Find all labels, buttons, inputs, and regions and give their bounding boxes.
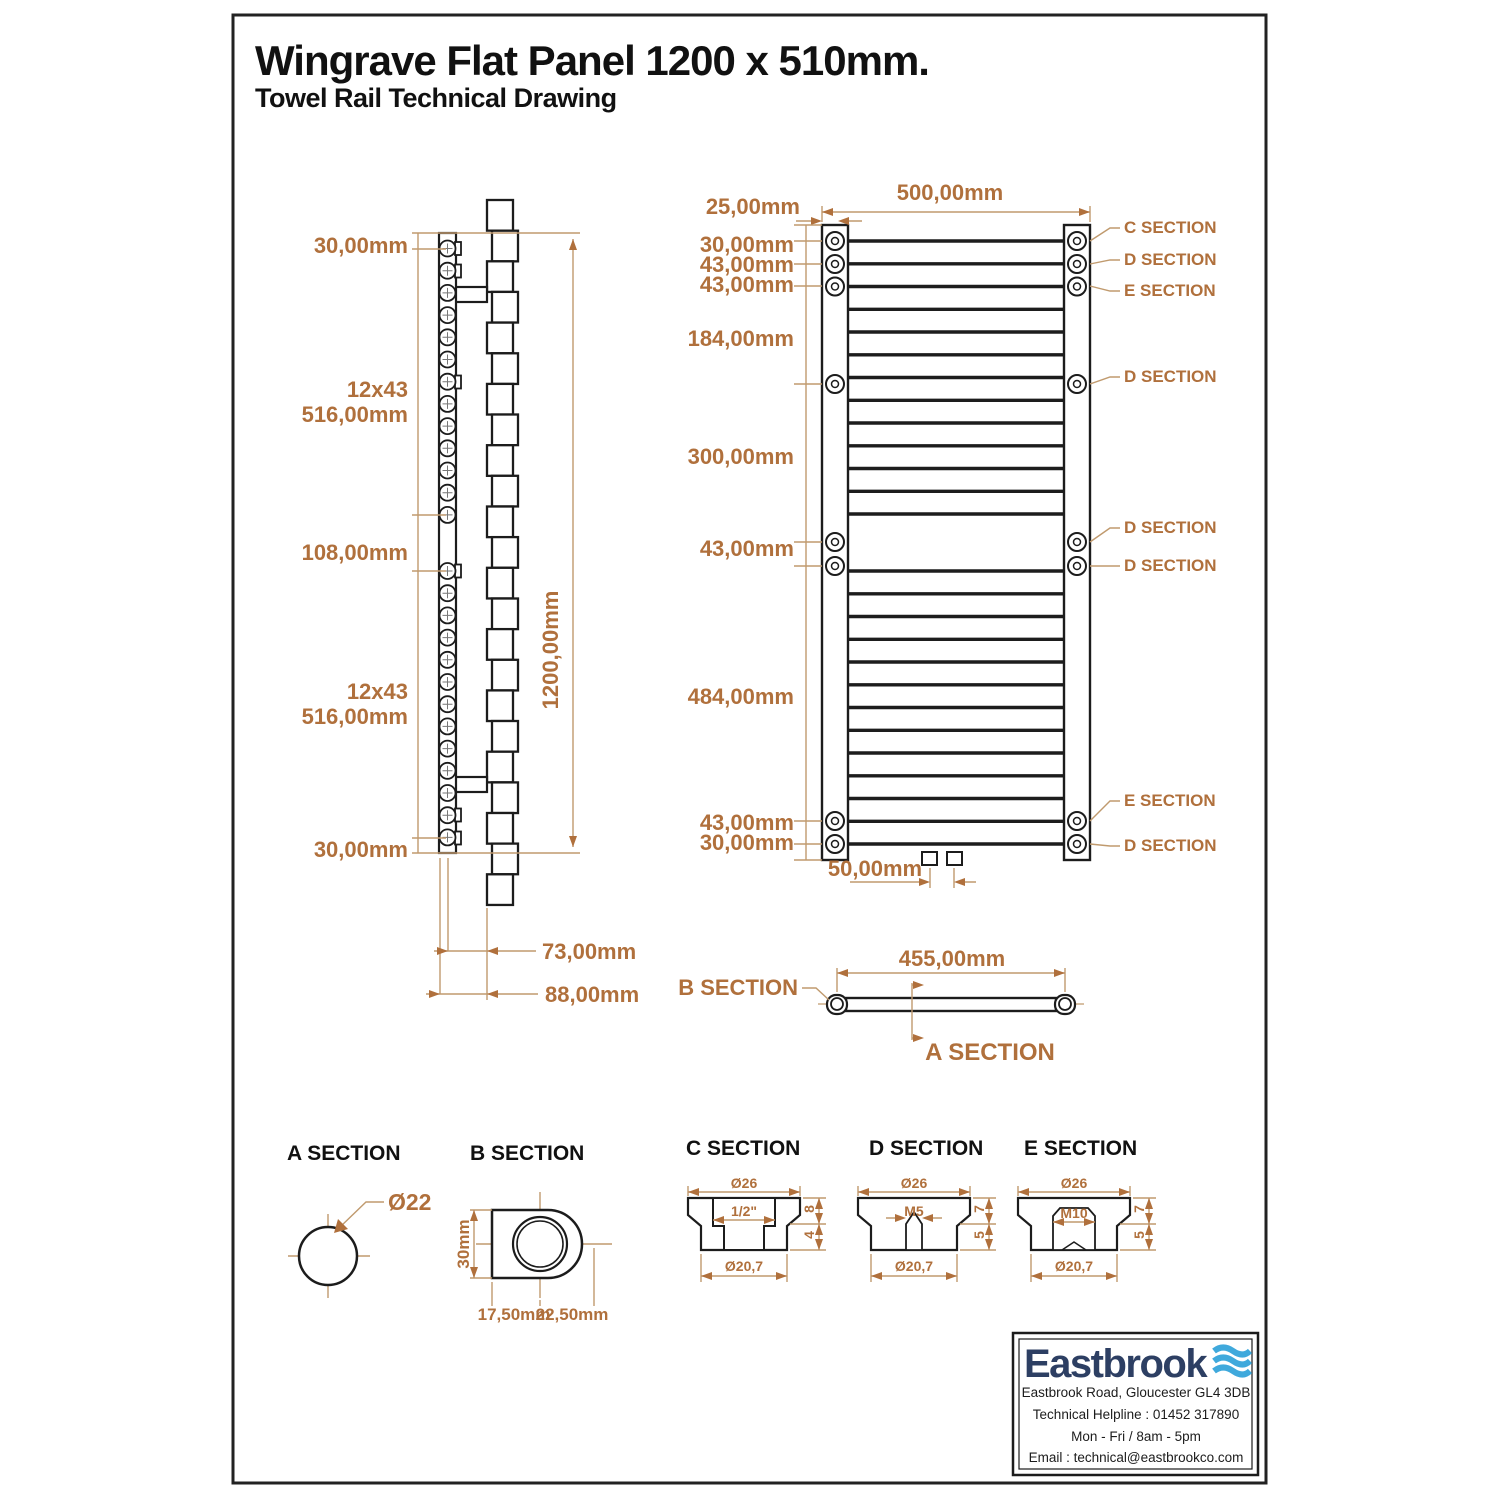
detail-e-depth2: 5 — [1131, 1231, 1147, 1239]
detail-c-inner: Ø20,7 — [724, 1258, 764, 1274]
detail-e-title: E SECTION — [1024, 1137, 1138, 1160]
panel-fin — [492, 660, 518, 691]
panel-fin — [492, 537, 518, 568]
panel-fin — [487, 200, 513, 231]
front-dim-5: 43,00mm — [699, 536, 794, 561]
panel-fin — [492, 292, 518, 323]
detail-c-title: C SECTION — [686, 1137, 801, 1160]
bracket-screw-center — [1074, 563, 1081, 570]
company-info-box — [1013, 1333, 1258, 1475]
panel-fin — [492, 782, 518, 813]
front-dim-4: 300,00mm — [687, 444, 794, 469]
detail-d-outer: Ø26 — [900, 1175, 928, 1191]
section-label-7: D SECTION — [1124, 836, 1217, 855]
section-label-3: D SECTION — [1124, 367, 1217, 386]
panel-fin — [492, 721, 518, 752]
detail-e-depth1: 7 — [1131, 1205, 1147, 1213]
side-dim-group1-count: 12x43 — [346, 377, 408, 402]
panel-fin — [487, 629, 513, 660]
front-dim-6: 484,00mm — [687, 684, 794, 709]
panel-fin — [487, 813, 513, 844]
detail-b-dim2: 22,50mm — [535, 1305, 609, 1324]
detail-c-depth1: 8 — [801, 1205, 817, 1213]
detail-a-title: A SECTION — [287, 1142, 401, 1165]
bracket-screw-center — [1074, 238, 1081, 245]
detail-e-outer: Ø26 — [1060, 1175, 1088, 1191]
panel-fin — [487, 874, 513, 905]
panel-fin — [492, 844, 518, 875]
plan-dim-length: 455,00mm — [898, 946, 1006, 971]
page-subtitle: Towel Rail Technical Drawing — [255, 83, 617, 113]
panel-fin — [487, 568, 513, 599]
front-dim-3: 184,00mm — [687, 326, 794, 351]
bracket-screw-center — [832, 261, 839, 268]
detail-c-thread: 1/2" — [730, 1203, 758, 1219]
detail-d-inner: Ø20,7 — [894, 1258, 934, 1274]
side-dim-top-margin: 30,00mm — [313, 233, 408, 258]
bracket-screw-center — [1074, 841, 1081, 848]
detail-c-outer: Ø26 — [730, 1175, 758, 1191]
panel-fin — [487, 261, 513, 292]
detail-a-tube-circle — [299, 1227, 357, 1285]
bracket-screw-center — [832, 818, 839, 825]
bracket-screw-center — [1074, 539, 1081, 546]
panel-fin — [492, 476, 518, 507]
detail-d-depth2: 5 — [971, 1231, 987, 1239]
panel-fin — [487, 690, 513, 721]
company-helpline: Technical Helpline : 01452 317890 — [1032, 1407, 1240, 1422]
pipe-connection-left — [922, 852, 937, 865]
side-dim-bottom-margin: 30,00mm — [313, 837, 408, 862]
section-label-1: D SECTION — [1124, 250, 1217, 269]
flat-panel-edge — [487, 200, 518, 905]
bracket-screw-center — [832, 539, 839, 546]
front-dim-0: 30,00mm — [699, 232, 794, 257]
side-dim-depth-to-panel: 73,00mm — [542, 939, 637, 964]
section-label-5: D SECTION — [1124, 556, 1217, 575]
panel-fin — [492, 231, 518, 262]
side-dim-overall-depth: 88,00mm — [545, 982, 640, 1007]
front-dim-1: 43,00mm — [699, 252, 794, 277]
bracket-screw-center — [1074, 283, 1081, 290]
bracket-screw-center — [832, 841, 839, 848]
company-address: Eastbrook Road, Gloucester GL4 3DB — [1021, 1385, 1251, 1400]
plan-right-hole — [1059, 998, 1071, 1010]
a-section-callout: A SECTION — [925, 1039, 1055, 1066]
section-label-2: E SECTION — [1124, 281, 1216, 300]
side-dim-overall-height: 1200,00mm — [538, 590, 563, 710]
front-dim-7: 43,00mm — [699, 810, 794, 835]
section-label-6: E SECTION — [1124, 791, 1216, 810]
wall-bracket-top — [455, 287, 487, 302]
section-label-0: C SECTION — [1124, 218, 1217, 237]
detail-b-bore-outer — [513, 1217, 567, 1271]
detail-a-diameter: Ø22 — [388, 1189, 432, 1215]
detail-e-thread: M10 — [1060, 1205, 1088, 1221]
bracket-screw-center — [832, 563, 839, 570]
page-title: Wingrave Flat Panel 1200 x 510mm. — [255, 37, 929, 84]
b-section-callout: B SECTION — [678, 975, 798, 1000]
bracket-screw-center — [1074, 261, 1081, 268]
panel-fin — [492, 415, 518, 446]
side-dim-group2-total: 516,00mm — [301, 704, 408, 729]
detail-b-dim1: 17,50mm — [477, 1305, 551, 1324]
front-dim-pipe-centres: 50,00mm — [827, 856, 923, 881]
side-dim-group2-count: 12x43 — [346, 679, 408, 704]
bracket-screw-center — [1074, 818, 1081, 825]
bracket-screw-center — [832, 283, 839, 290]
wall-bracket-bottom — [455, 777, 487, 792]
bracket-screw-center — [832, 381, 839, 388]
detail-e-inner: Ø20,7 — [1054, 1258, 1094, 1274]
tube-rail-side — [439, 233, 456, 853]
front-dim-8: 30,00mm — [699, 830, 794, 855]
detail-d-title: D SECTION — [869, 1137, 984, 1160]
panel-fin — [487, 384, 513, 415]
detail-b-height: 30mm — [454, 1219, 473, 1269]
panel-fin — [487, 323, 513, 354]
section-label-4: D SECTION — [1124, 518, 1217, 537]
brand-logo-text: Eastbrook — [1024, 1342, 1207, 1386]
side-dim-mid-gap: 108,00mm — [301, 540, 408, 565]
front-dim-width: 500,00mm — [896, 180, 1004, 205]
front-dim-inset: 25,00mm — [705, 194, 800, 219]
side-dim-group1-total: 516,00mm — [301, 402, 408, 427]
front-dim-2: 43,00mm — [699, 272, 794, 297]
plan-left-hole — [831, 998, 843, 1010]
panel-fin — [487, 507, 513, 538]
bracket-screw-center — [1074, 381, 1081, 388]
pipe-connection-right — [947, 852, 962, 865]
detail-d-depth1: 7 — [971, 1205, 987, 1213]
company-hours: Mon - Fri / 8am - 5pm — [1071, 1429, 1201, 1444]
plan-tube-body — [846, 998, 1056, 1011]
panel-fin — [487, 752, 513, 783]
panel-fin — [492, 599, 518, 630]
detail-b-title: B SECTION — [470, 1142, 585, 1165]
detail-c-depth2: 4 — [801, 1231, 817, 1239]
detail-d-thread: M5 — [904, 1203, 924, 1219]
company-email: Email : technical@eastbrookco.com — [1028, 1450, 1244, 1465]
panel-fin — [487, 445, 513, 476]
panel-fin — [492, 353, 518, 384]
bracket-screw-center — [832, 238, 839, 245]
